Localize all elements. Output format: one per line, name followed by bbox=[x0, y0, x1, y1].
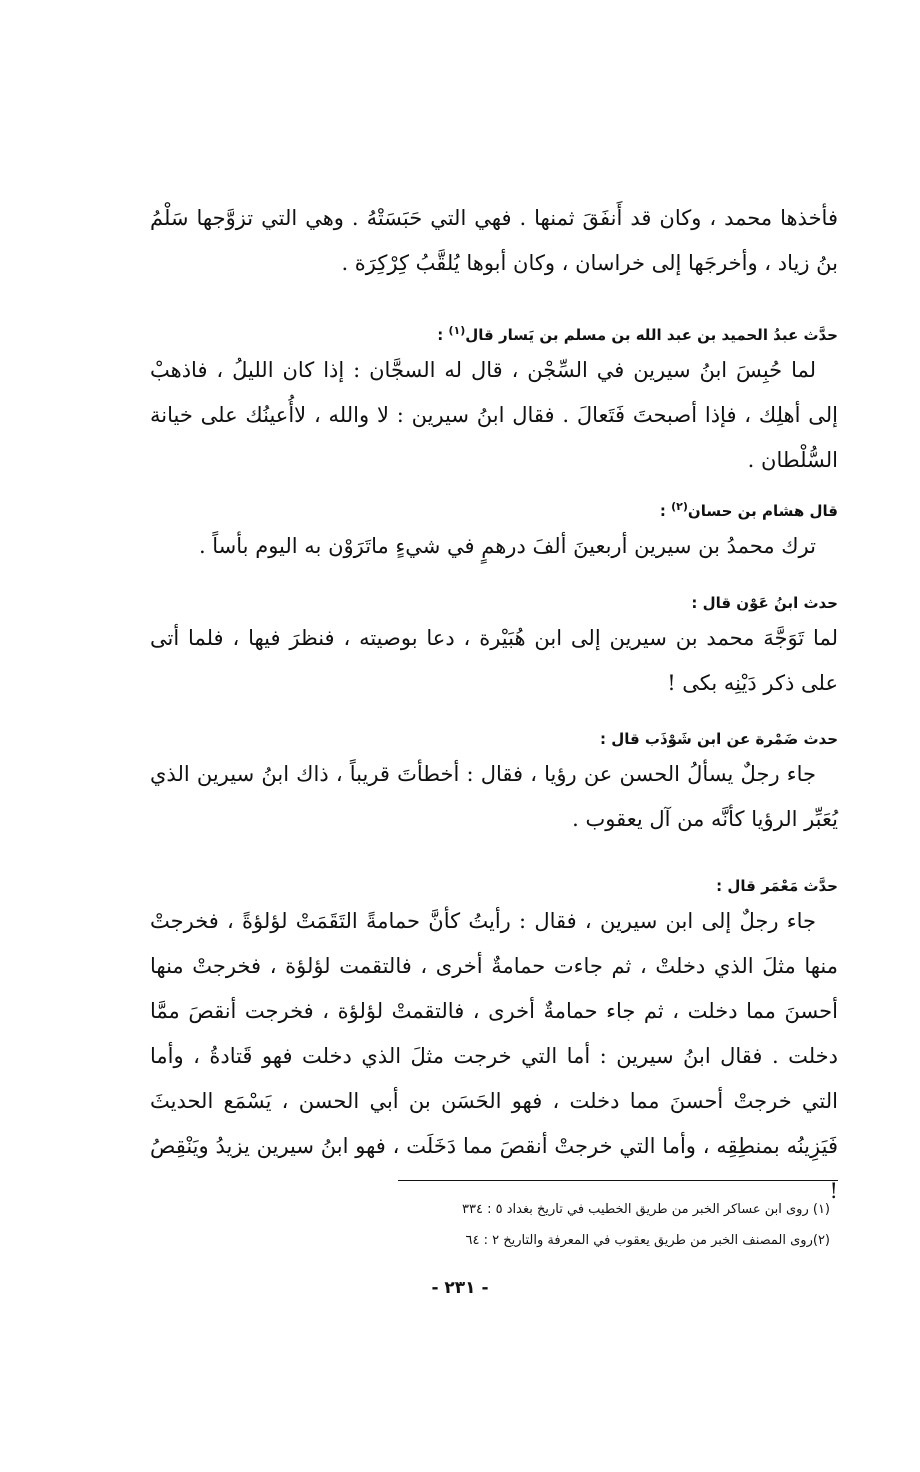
page-number: - ٢٣١ - bbox=[431, 1278, 489, 1298]
section-heading bbox=[150, 494, 838, 524]
section-text: لما حُبِسَ ابنُ سيرين في السِّجْن ، قال له السجَّان : إذا كان الليلُ ، فاذهبْ إلى أهلِك ، فإذا أصبحتَ فَتَعالَ . فقال ابنُ سيرين : لا والله ، لاأُعينُك على خيانة السُّلْطان . bbox=[150, 358, 838, 472]
section-2 bbox=[150, 494, 838, 569]
section-5 bbox=[150, 873, 838, 1214]
footnotes bbox=[150, 1194, 830, 1256]
footnote-marker: (٢) bbox=[671, 500, 688, 513]
section-heading bbox=[150, 318, 838, 348]
heading-text: قال هشام بن حسان bbox=[687, 502, 838, 520]
heading-text: حدَّث عبدُ الحميد بن عبد الله بن مسلم بن يَسار قال bbox=[465, 326, 838, 344]
section-heading: حدث ضَمْرة عن ابن شَوْذَب قال : bbox=[599, 730, 838, 748]
section-text: جاء رجلٌ إلى ابن سيرين ، فقال : رأيتُ كأنَّ حمامةً التَقَمَتْ لؤلؤةً ، فخرجتْ منها مثلَ الذي دخلتْ ، ثم جاءت حمامةٌ أخرى ، فالتقمت لؤلؤة ، فخرجتْ منها أحسنَ مما دخلت ، ثم جاء حمامةٌ أخرى ، فالتقمتْ لؤلؤة ، فخرجت أنقصَ ممَّا دخلت . فقال ابنُ سيرين : أما التي خرجت مثلَ الذي دخلت فهو قَتادةُ ، وأما التي خرجتْ أحسنَ مما دخلت ، فهو الحَسَن بن أبي الحسن ، يَسْمَع الحديثَ فَيَزِينُه بمنطِقِه ، وأما التي خرجتْ أنقصَ مما دَخَلَت ، فهو ابنُ سيرين يزيدُ ويَنْقِصُ ! bbox=[150, 909, 838, 1203]
section-text: جاء رجلٌ يسألُ الحسن عن رؤيا ، فقال : أخطأتَ قريباً ، ذاك ابنُ سيرين الذي يُعَبِّر الرؤيا كأنَّه من آل يعقوب . bbox=[150, 762, 838, 831]
footnote-1: (١) روى ابن عساكر الخبر من طريق الخطيب في تاريخ بغداد ٥ : ٣٣٤ bbox=[462, 1202, 830, 1217]
heading-colon: : bbox=[659, 502, 672, 520]
section-4 bbox=[150, 726, 838, 842]
section-3 bbox=[150, 590, 838, 706]
footnote-divider bbox=[398, 1180, 838, 1181]
section-heading: حدَّث مَعْمَر قال : bbox=[716, 877, 838, 895]
section-text: ترك محمدُ بن سيرين أربعينَ ألفَ درهمٍ في شيءٍ ماتَرَوْن به اليوم بأساً . bbox=[198, 534, 816, 558]
section-text: لما تَوَجَّهَ محمد بن سيرين إلى ابن هُبَيْرة ، دعا بوصيته ، فنظرَ فيها ، فلما أتى على ذكر دَيْنِه بكى ! bbox=[150, 626, 838, 695]
heading-colon: : bbox=[437, 326, 449, 344]
footnote-2: (٢)روى المصنف الخبر من طريق يعقوب في المعرفة والتاريخ ٢ : ٦٤ bbox=[465, 1233, 830, 1248]
opening-paragraph bbox=[150, 196, 838, 286]
footnote-marker: (١) bbox=[448, 324, 466, 337]
opening-text: فأخذها محمد ، وكان قد أَنفَقَ ثمنها . فهي التي حَبَسَتْهُ . وهي التي تزوَّجها سَلْمُ بنُ زياد ، وأخرجَها إلى خراسان ، وكان أبوها يُلقَّبُ كِرْكِرَة . bbox=[150, 206, 838, 275]
section-heading: حدث ابنُ عَوْن قال : bbox=[691, 594, 838, 612]
section-1 bbox=[150, 318, 838, 483]
